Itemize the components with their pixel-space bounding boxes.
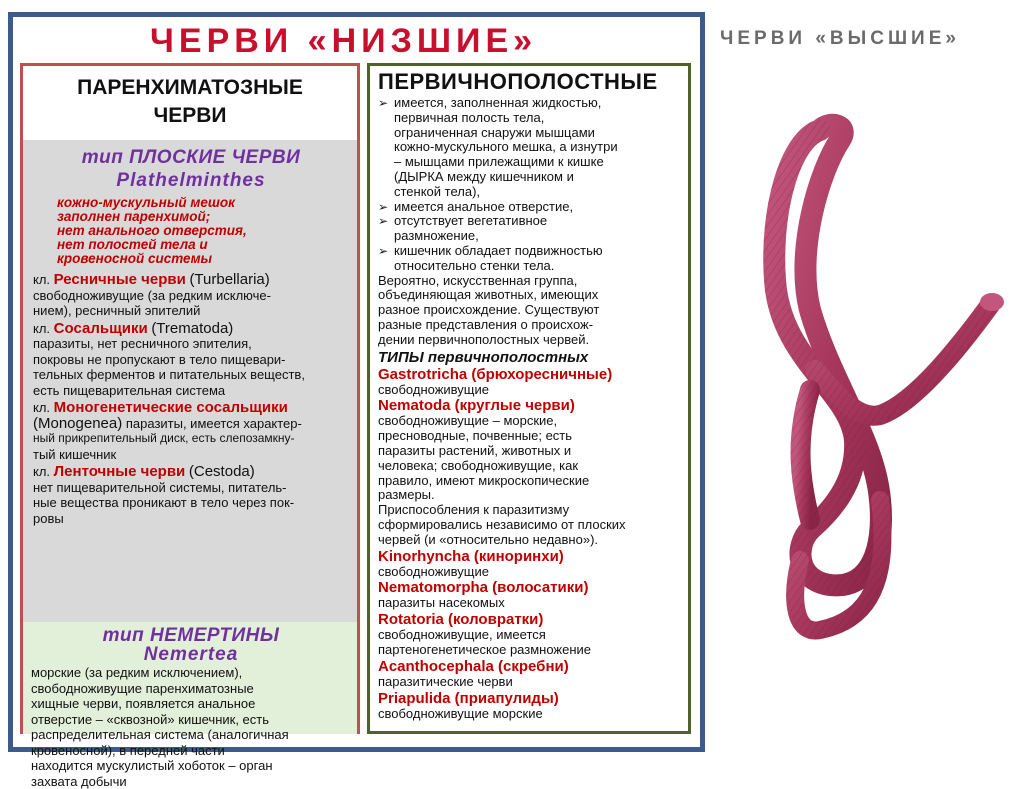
flatworms-latin-name: Plathelminthes [33, 169, 349, 192]
class-name: Ресничные черви [54, 271, 186, 288]
paragraph-line: объединяющая животных, имеющих [378, 288, 684, 303]
bullet-line: ➢ имеется анальное отверстие, [394, 200, 684, 215]
type-rotatoria [378, 611, 684, 658]
origin-paragraph [378, 274, 684, 348]
type-kinorhyncha [378, 548, 684, 580]
bullet-line: ➢ кишечник обладает подвижностью [394, 244, 684, 259]
bullet-line: ➢ отсутствует вегетативное [394, 214, 684, 229]
trait-bullet [378, 244, 684, 274]
nemertea-line: захвата добычи [31, 774, 351, 789]
trait-line: нет полостей тела и [57, 238, 349, 252]
bullet-line: первичная полость тела, [394, 111, 684, 126]
nemertea-line: кровеносной), в передней части [31, 743, 351, 759]
trait-line: кожно-мускульный мешок [57, 196, 349, 210]
type-name: Priapulida (приапулиды) [378, 690, 684, 707]
class-desc-line: ровы [33, 511, 349, 527]
type-desc-line: правило, имеют микроскопические [378, 474, 684, 489]
parenchymal-heading [23, 66, 357, 140]
bullet-line: ограниченная снаружи мышцами [394, 126, 684, 141]
paragraph-line: разное происхождение. Существуют [378, 303, 684, 318]
class-desc-line: паразиты, имеется характер- [126, 416, 302, 431]
class-latin: (Turbellaria) [189, 271, 269, 288]
class-trematoda [33, 321, 349, 399]
class-prefix: кл. [33, 272, 50, 287]
class-desc-line: нием), ресничный эпителий [33, 303, 349, 319]
type-desc-line: человека; свободноживущие, как [378, 459, 684, 474]
bullet-line: размножение, [394, 229, 684, 244]
flatworms-type-title: тип ПЛОСКИЕ ЧЕРВИ [33, 146, 349, 169]
type-name: Kinorhyncha (киноринхи) [378, 548, 684, 565]
class-latin: (Cestoda) [189, 463, 255, 480]
class-latin: (Trematoda) [151, 320, 233, 337]
type-desc-line: сформировались независимо от плоских [378, 518, 684, 533]
class-desc-line: есть пищеварительная система [33, 383, 349, 399]
type-desc-line: партеногенетическое размножение [378, 643, 684, 658]
type-desc-line: свободноживущие, имеется [378, 628, 684, 643]
type-desc-line: свободноживущие морские [378, 707, 684, 722]
nemertea-line: морские (за редким исключением), [31, 665, 351, 681]
type-name: Acanthocephala (скребни) [378, 658, 684, 675]
type-desc-line: паразиты растений, животных и [378, 444, 684, 459]
bullet-line: стенкой тела), [394, 185, 684, 200]
class-name: Сосальщики [54, 320, 148, 337]
nemertea-type-title: тип НЕМЕРТИНЫ [31, 626, 351, 646]
nemertea-line: распределительная система (аналогичная [31, 727, 351, 743]
trait-bullet [378, 214, 684, 244]
worm-body [774, 125, 1004, 631]
trait-line: заполнен паренхимой; [57, 210, 349, 224]
class-prefix: кл. [33, 321, 50, 336]
paragraph-line: Вероятно, искусственная группа, [378, 274, 684, 289]
type-acanthocephala [378, 658, 684, 690]
pseudocoelomate-traits [378, 96, 684, 274]
type-desc-line: пресноводные, почвенные; есть [378, 429, 684, 444]
class-desc-line: покровы не пропускают в тело пищевари- [33, 352, 349, 368]
nemertea-line: находится мускулистый хоботок – орган [31, 758, 351, 774]
flatworms-traits [33, 196, 349, 266]
parenchymal-heading-line2: ЧЕРВИ [23, 102, 357, 130]
nemertea-line: отверстие – «сквозной» кишечник, есть [31, 712, 351, 728]
type-desc-line: паразитические черви [378, 675, 684, 690]
nemertea-section [23, 622, 357, 734]
class-turbellaria [33, 272, 349, 319]
paragraph-line: дении первичнополостных червей. [378, 333, 684, 348]
bullet-line: ➢ имеется, заполненная жидкостью, [394, 96, 684, 111]
pseudocoelomate-heading: ПЕРВИЧНОПОЛОСТНЫЕ [378, 68, 684, 96]
earthworm-illustration [700, 60, 1024, 760]
type-desc-line: свободноживущие [378, 383, 684, 398]
type-desc-line: свободноживущие [378, 565, 684, 580]
class-monogenea [33, 400, 349, 462]
types-heading: ТИПЫ первичнополостных [378, 349, 684, 366]
class-latin: (Monogenea) [33, 415, 122, 432]
class-name: Ленточные черви [54, 463, 186, 480]
parenchymal-heading-line1: ПАРЕНХИМАТОЗНЫЕ [23, 74, 357, 102]
class-desc-line: паразиты, нет ресничного эпителия, [33, 336, 349, 352]
class-name: Моногенетические сосальщики [54, 399, 288, 416]
trait-line: кровеносной системы [57, 252, 349, 266]
type-nematomorpha [378, 579, 684, 611]
type-name: Rotatoria (коловратки) [378, 611, 684, 628]
type-priapulida [378, 690, 684, 722]
bullet-line: (ДЫРКА между кишечником и [394, 170, 684, 185]
nemertea-line: хищные черви, появляется анальное [31, 696, 351, 712]
class-desc-line: ные вещества проникают в тело через пок- [33, 495, 349, 511]
paragraph-line: разные представления о происхож- [378, 318, 684, 333]
pseudocoelomate-panel [367, 63, 691, 734]
class-prefix: кл. [33, 464, 50, 479]
type-name: Nematomorpha (волосатики) [378, 579, 684, 596]
class-desc-line: тельных ферментов и питательных веществ, [33, 367, 349, 383]
parenchymal-worms-panel [20, 63, 360, 734]
trait-line: нет анального отверстия, [57, 224, 349, 238]
bullet-line: относительно стенки тела. [394, 259, 684, 274]
trait-bullet [378, 200, 684, 215]
type-nematoda [378, 397, 684, 547]
class-desc-line: свободноживущие (за редким исключе- [33, 288, 349, 304]
main-title: ЧЕРВИ «НИЗШИЕ» [150, 22, 537, 61]
flatworms-section [23, 140, 357, 622]
type-gastrotricha [378, 366, 684, 398]
worm-head [980, 293, 1004, 311]
type-name: Nematoda (круглые черви) [378, 397, 684, 414]
type-desc-line: Приспособления к паразитизму [378, 503, 684, 518]
type-desc-line: свободноживущие – морские, [378, 414, 684, 429]
trait-bullet [378, 96, 684, 200]
higher-worms-title: ЧЕРВИ «ВЫСШИЕ» [720, 28, 960, 50]
type-desc-line: паразиты насекомых [378, 596, 684, 611]
class-desc-line: нет пищеварительной системы, питатель- [33, 480, 349, 496]
nemertea-description [31, 665, 351, 789]
class-prefix: кл. [33, 400, 50, 415]
class-cestoda [33, 464, 349, 526]
bullet-line: – мышцами прилежащими к кишке [394, 155, 684, 170]
type-desc-line: червей (и «относительно недавно»). [378, 533, 684, 548]
nemertea-latin-name: Nemertea [31, 646, 351, 664]
type-desc-line: размеры. [378, 488, 684, 503]
nemertea-line: свободноживущие паренхиматозные [31, 681, 351, 697]
class-desc-line: ный прикрепительный диск, есть слепозамкну- [33, 431, 349, 447]
bullet-line: кожно-мускульного мешка, а изнутри [394, 140, 684, 155]
class-desc-line: тый кишечник [33, 447, 349, 463]
type-name: Gastrotricha (брюхоресничные) [378, 366, 684, 383]
